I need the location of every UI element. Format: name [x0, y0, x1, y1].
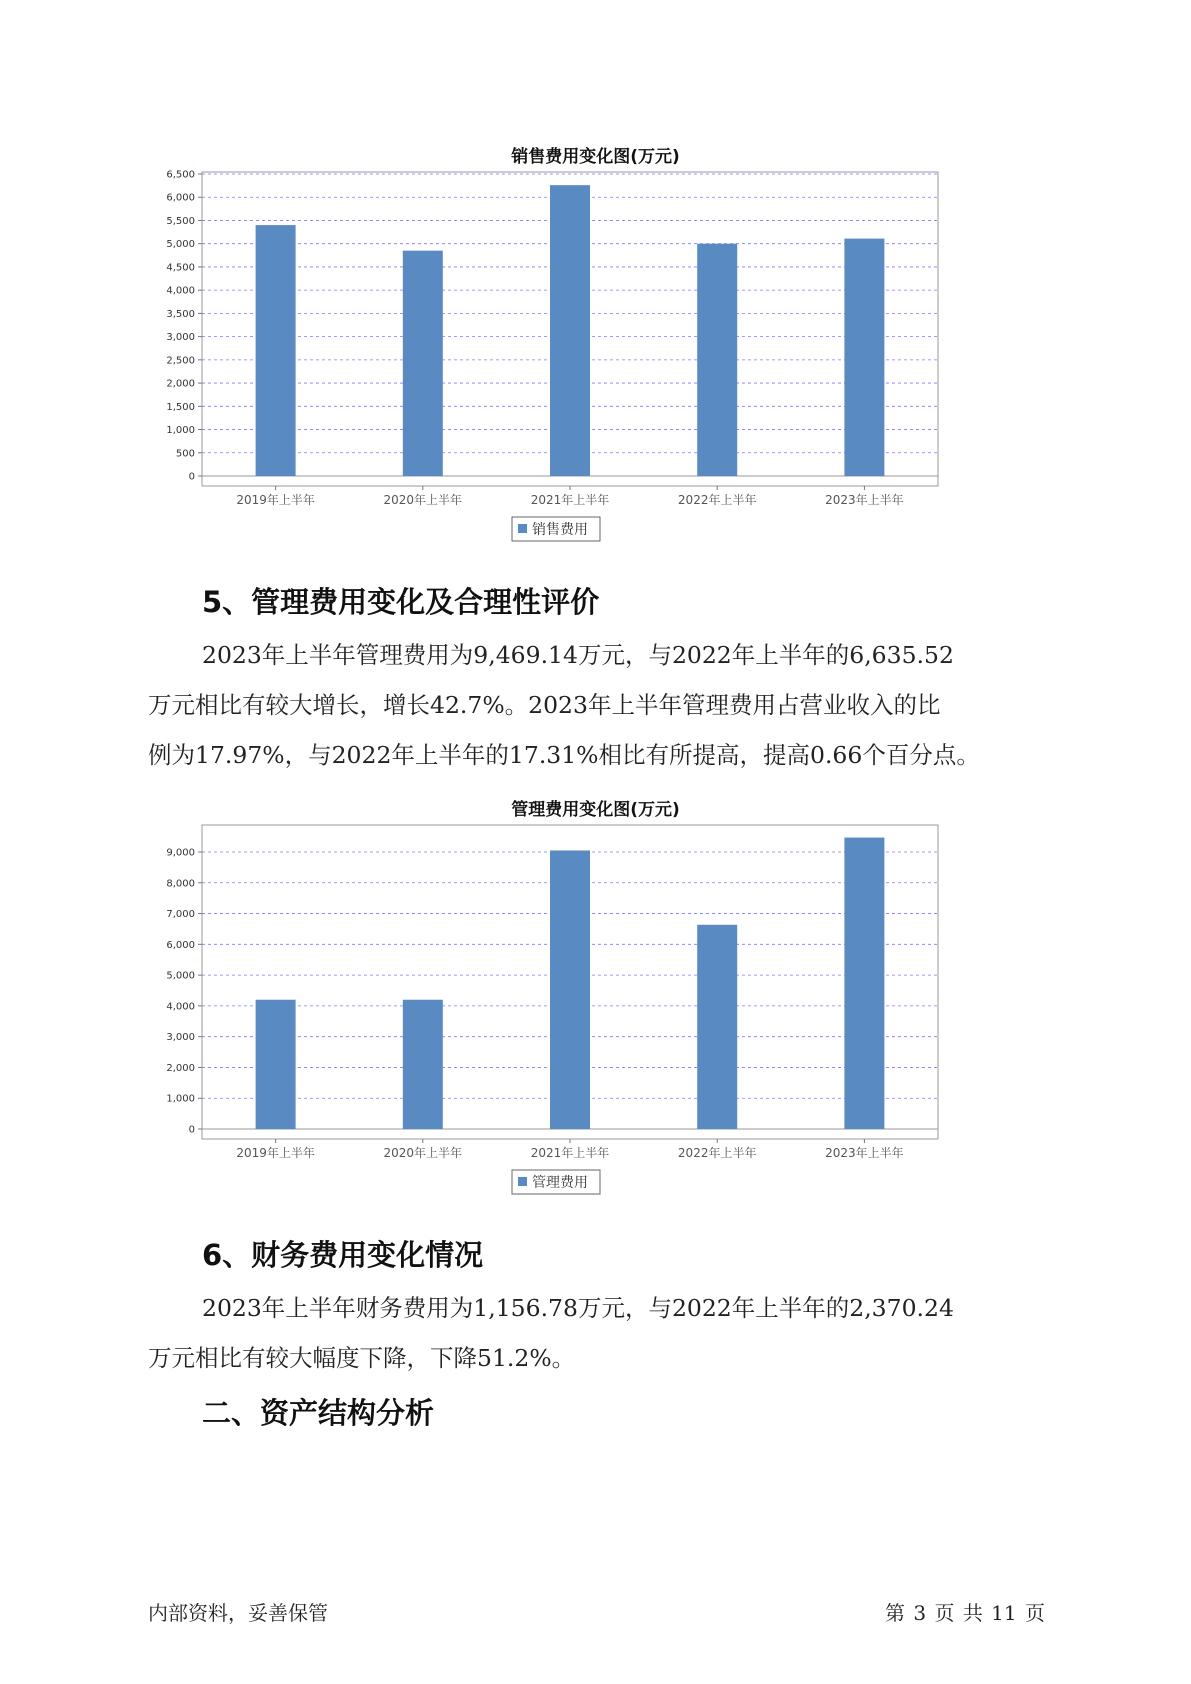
y-tick-label: 4,000	[166, 285, 195, 297]
x-category-label: 2021年上半年	[530, 493, 610, 507]
x-category-label: 2020年上半年	[383, 1146, 463, 1160]
bar	[550, 850, 590, 1129]
admin-legend	[512, 1170, 600, 1194]
y-tick-label: 6,000	[166, 939, 195, 951]
bar	[403, 251, 443, 476]
bar	[256, 1000, 296, 1129]
sales-expense-chart	[160, 165, 1020, 555]
section-6-paragraph	[148, 1283, 1048, 1383]
bar	[550, 185, 590, 476]
bar	[844, 239, 884, 476]
y-tick-label: 7,000	[166, 909, 195, 921]
bar	[697, 925, 737, 1129]
y-tick-label: 500	[175, 448, 195, 460]
sales-legend-label: 销售费用	[532, 522, 588, 538]
legend-swatch	[518, 1177, 527, 1186]
y-tick-label: 1,000	[166, 1093, 195, 1105]
bar	[256, 225, 296, 476]
paragraph-line: 2023年上半年财务费用为1,156.78万元，与2022年上半年的2,370.24	[202, 1294, 954, 1322]
bar	[697, 244, 737, 476]
x-category-label: 2023年上半年	[825, 1146, 904, 1160]
y-tick-label: 1,500	[166, 401, 195, 413]
sales-legend	[512, 517, 600, 541]
x-category-label: 2023年上半年	[825, 493, 904, 507]
y-tick-label: 6,000	[166, 192, 195, 204]
y-tick-label: 3,000	[166, 1032, 195, 1044]
y-tick-label: 0	[188, 471, 195, 483]
y-tick-label: 4,500	[166, 262, 195, 274]
y-tick-label: 3,500	[166, 308, 195, 320]
footer-confidential: 内部资料，妥善保管	[148, 1601, 328, 1625]
y-tick-label: 5,500	[166, 215, 195, 227]
x-category-label: 2020年上半年	[383, 493, 463, 507]
x-category-label: 2019年上半年	[236, 1146, 315, 1160]
y-tick-label: 2,000	[166, 378, 195, 390]
sales-chart-title: 销售费用变化图(万元)	[511, 147, 680, 167]
y-tick-label: 9,000	[166, 847, 195, 859]
footer-page-number: 第 3 页 共 11 页	[885, 1601, 1045, 1625]
bar	[403, 1000, 443, 1129]
x-category-label: 2021年上半年	[530, 1146, 610, 1160]
y-tick-label: 8,000	[166, 878, 195, 890]
x-category-label: 2022年上半年	[677, 493, 757, 507]
y-tick-label: 4,000	[166, 1001, 195, 1013]
y-tick-label: 3,000	[166, 332, 195, 344]
x-category-label: 2022年上半年	[677, 1146, 757, 1160]
y-tick-label: 2,500	[166, 355, 195, 367]
admin-legend-label: 管理费用	[532, 1175, 588, 1191]
section-5-heading: 5、管理费用变化及合理性评价	[202, 585, 600, 619]
admin-chart-title: 管理费用变化图(万元)	[511, 800, 680, 820]
paragraph-line: 万元相比有较大幅度下降，下降51.2%。	[148, 1344, 576, 1372]
paragraph-line: 2023年上半年管理费用为9,469.14万元，与2022年上半年的6,635.52	[202, 641, 954, 669]
y-tick-label: 5,000	[166, 239, 195, 251]
paragraph-line: 例为17.97%，与2022年上半年的17.31%相比有所提高，提高0.66个百分点。	[148, 741, 980, 769]
y-tick-label: 2,000	[166, 1062, 195, 1074]
section-5-paragraph	[148, 630, 1048, 780]
paragraph-line: 万元相比有较大增长，增长42.7%。2023年上半年管理费用占营业收入的比	[148, 691, 941, 719]
x-category-label: 2019年上半年	[236, 493, 315, 507]
y-tick-label: 1,000	[166, 425, 195, 437]
bar	[844, 838, 884, 1129]
y-tick-label: 6,500	[166, 169, 195, 181]
y-tick-label: 0	[188, 1124, 195, 1136]
section-6-heading: 6、财务费用变化情况	[202, 1238, 484, 1272]
admin-expense-chart	[160, 818, 1020, 1208]
section-2-heading: 二、资产结构分析	[202, 1396, 435, 1430]
y-tick-label: 5,000	[166, 970, 195, 982]
legend-swatch	[518, 524, 527, 533]
